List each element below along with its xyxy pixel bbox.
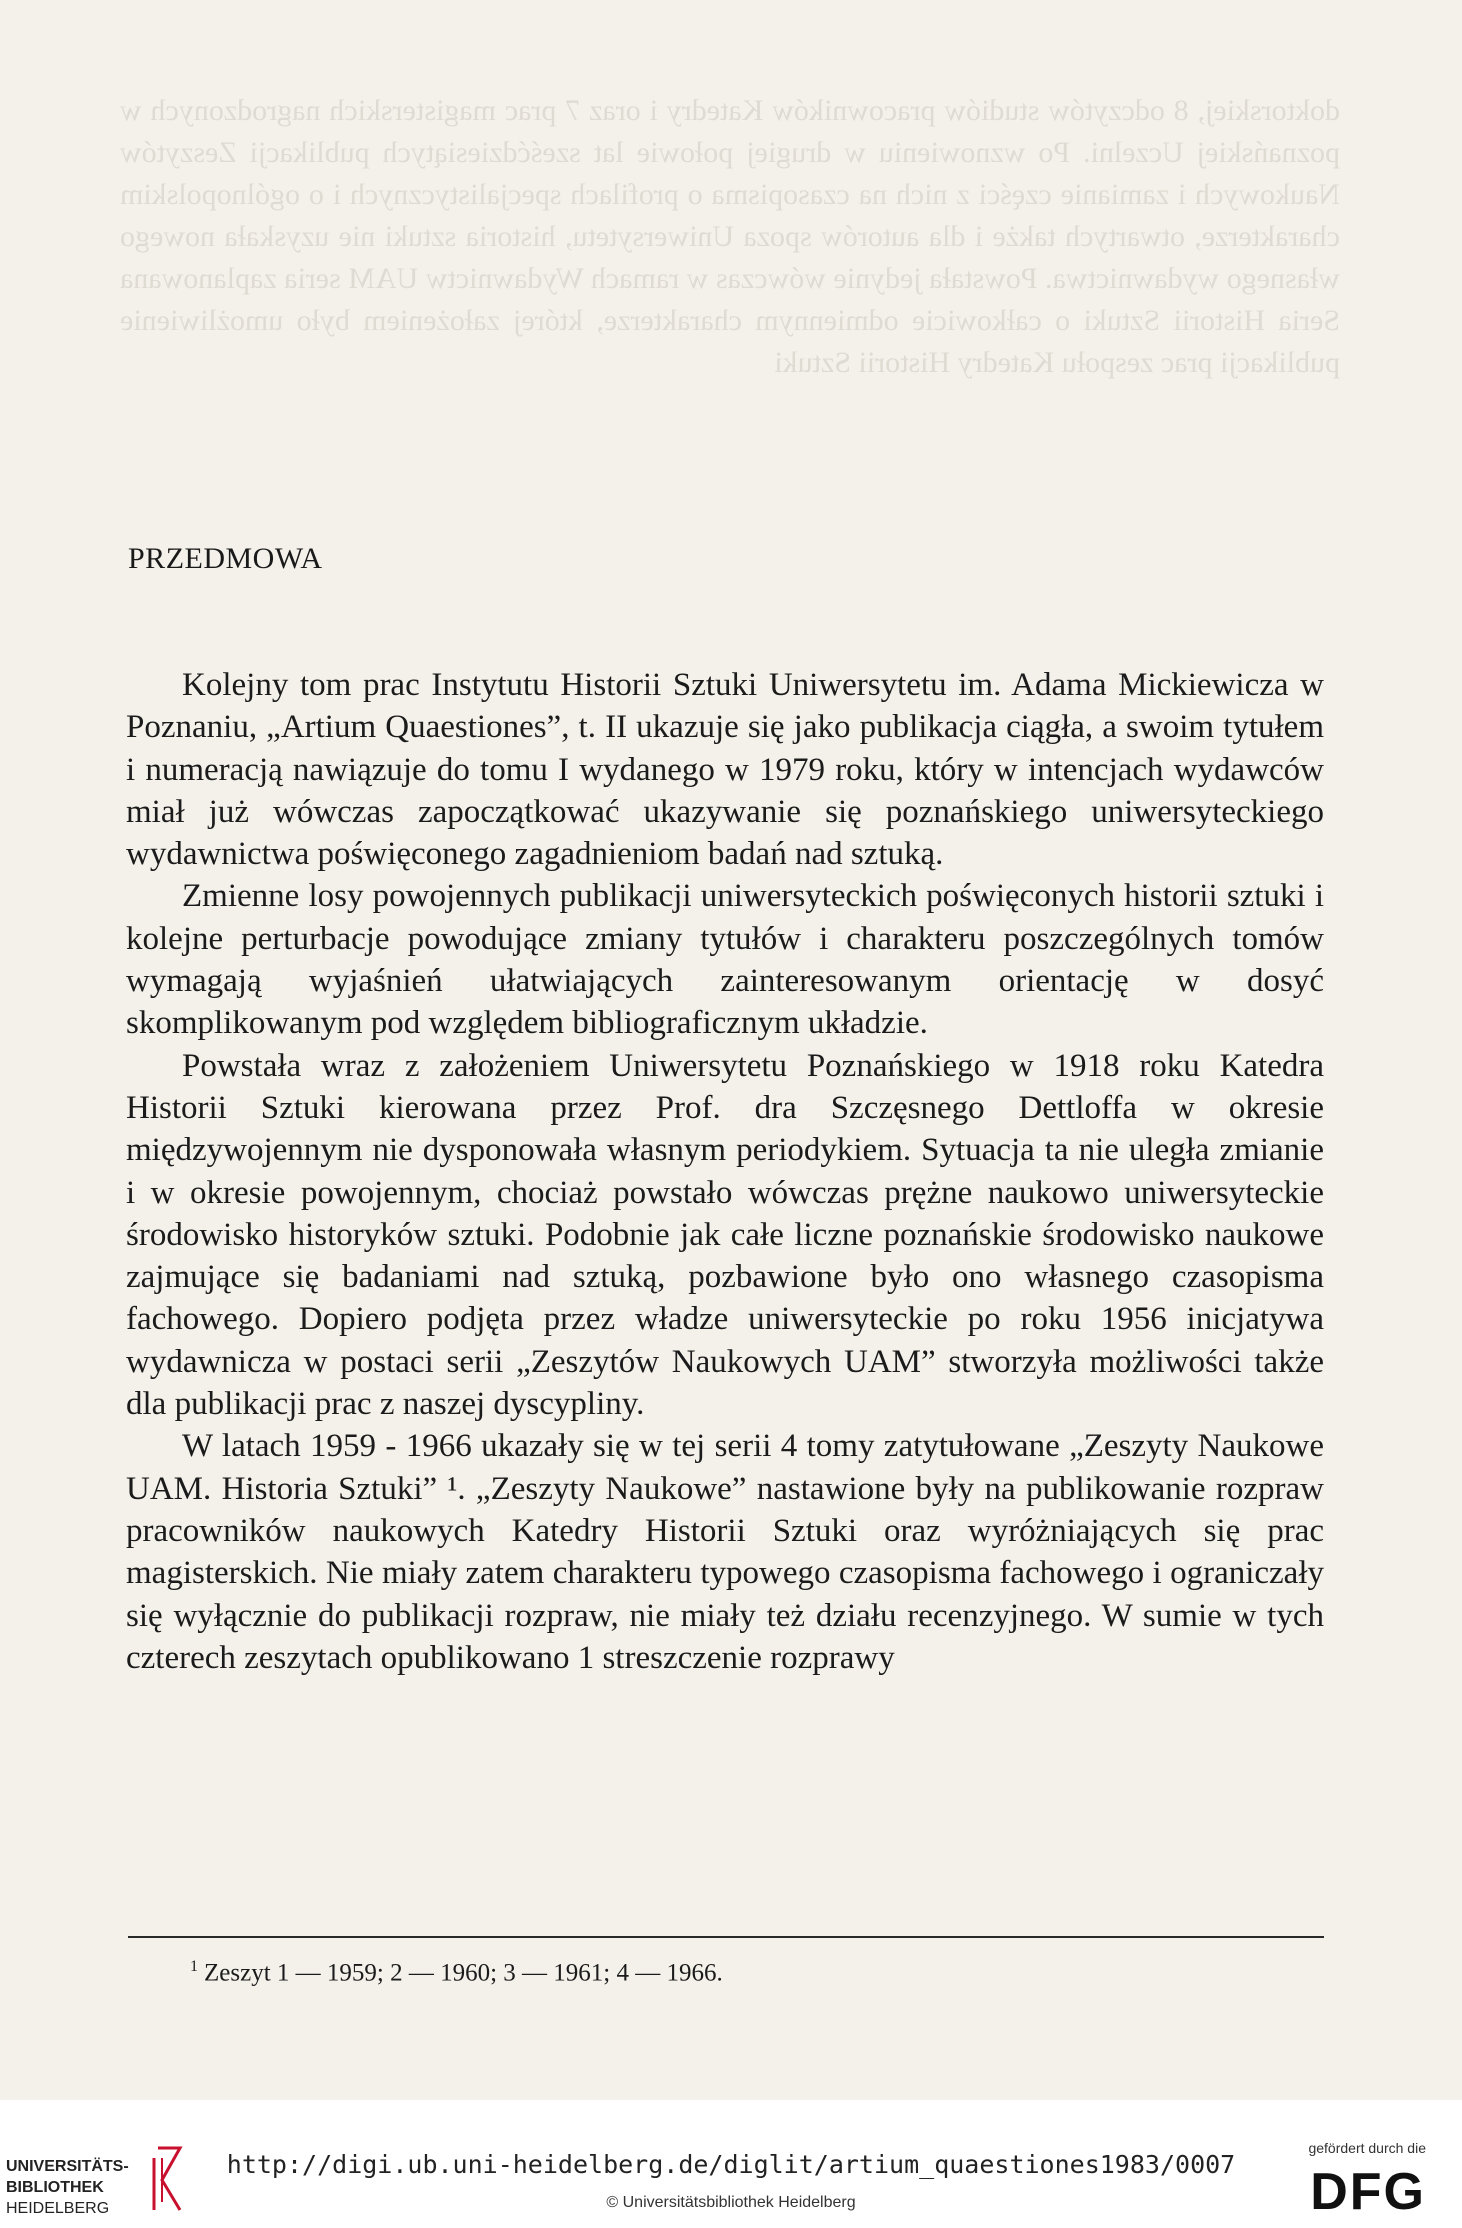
library-line-3: HEIDELBERG: [6, 2200, 110, 2217]
permalink[interactable]: http://digi.ub.uni-heidelberg.de/diglit/artium_quaestiones1983/0007: [226, 2150, 1236, 2179]
footnote: [190, 1958, 723, 1987]
paragraph-1: Kolejny tom prac Instytutu Historii Sztuki Uniwersytetu im. Adama Mickiewicza w Poznaniu, „Artium Quaestiones”, t. II ukazuje się jako publikacja ciągła, a swoim tytułem i numeracją nawiązuje do tomu I wydanego w 1979 roku, który w intencjach wydawców miał już wówczas zapoczątkować ukazywanie się poznańskiego uniwersyteckiego wydawnictwa poświęconego zagadnieniom badań nad sztuką.: [126, 667, 1324, 873]
paragraph-3: Powstała wraz z założeniem Uniwersytetu Poznańskiego w 1918 roku Katedra Historii Sztuki kierowana przez Prof. dra Szczęsnego Dettloffa w okresie międzywojennym nie dysponowała własnym periodykiem. Sytuacja ta nie uległa zmianie i w okresie powojennym, chociaż powstało wówczas prężne naukowo uniwersyteckie środowisko historyków sztuki. Podobnie jak całe liczne poznańskie środowisko naukowe zajmujące się badaniami nad sztuką, pozbawione było ono własnego czasopisma fachowego. Dopiero podjęta przez władze uniwersyteckie po roku 1956 inicjatywa wydawnicza w postaci serii „Zeszytów Naukowych UAM” stworzyła możliwości także dla publikacji prac z naszej dyscypliny.: [126, 1047, 1324, 1423]
footnote-text: Zeszyt 1 — 1959; 2 — 1960; 3 — 1961; 4 — 1966.: [204, 1959, 723, 1987]
paragraph-4: W latach 1959 - 1966 ukazały się w tej serii 4 tomy zatytułowane „Zeszyty Naukowe UAM. Historia Sztuki” ¹. „Zeszyty Naukowe” nastawione były na publikowanie rozpraw pracowników naukowych Katedry Historii Sztuki oraz wyróżniających się prac magisterskich. Nie miały zatem charakteru typowego czasopisma fachowego i ograniczały się wyłącznie do publikacji rozpraw, nie miały też działu recenzyjnego. W sumie w tych czterech zeszytach opublikowano 1 streszczenie rozprawy: [126, 1428, 1324, 1676]
library-line-1: UNIVERSITÄTS-: [6, 2158, 129, 2175]
show-through-text: doktorskiej, 8 odczytów studiów pracowników Katedry i oraz 7 prac magisterskich nagrodzonych w poznańskiej Uczelni. Po wznowieniu w drugiej połowie lat sześćdziesiątych publikacji Zeszytów Naukowych i zamianie części z nich na czasopisma o profilach specjalistycznych i o ogólnopolskim charakterze, otwartych także i dla autorów spoza Uniwersytetu, historia sztuki nie uzyskała nowego własnego wydawnictwa. Powstała jedynie wówczas w ramach Wydawnictw UAM seria zaplanowana Seria Historii Sztuki o całkowicie odmiennym charakterze, której założeniem było umożliwienie publikacji prac zespołu Katedry Historii Sztuki: [120, 94, 1340, 379]
paragraph-2: Zmienne losy powojennych publikacji uniwersyteckich poświęconych historii sztuki i kolejne perturbacje powodujące zmiany tytułów i charakteru poszczególnych tomów wymagają wyjaśnień ułatwiających zainteresowanym orientację w dosyć skomplikowanym pod względem bibliograficznym układzie.: [126, 878, 1324, 1042]
copyright-notice: © Universitätsbibliothek Heidelberg: [606, 2194, 856, 2211]
library-line-2: BIBLIOTHEK: [6, 2179, 104, 2196]
footnote-marker: 1: [190, 1958, 198, 1975]
dfg-logo[interactable]: DFG: [1310, 2163, 1426, 2221]
body-text: [126, 664, 1324, 1679]
page-heading: PRZEDMOWA: [128, 542, 323, 575]
viewer-footer: [0, 2128, 1462, 2228]
footnote-divider: [128, 1936, 1324, 1938]
funding-label: gefördert durch die: [1308, 2140, 1426, 2156]
